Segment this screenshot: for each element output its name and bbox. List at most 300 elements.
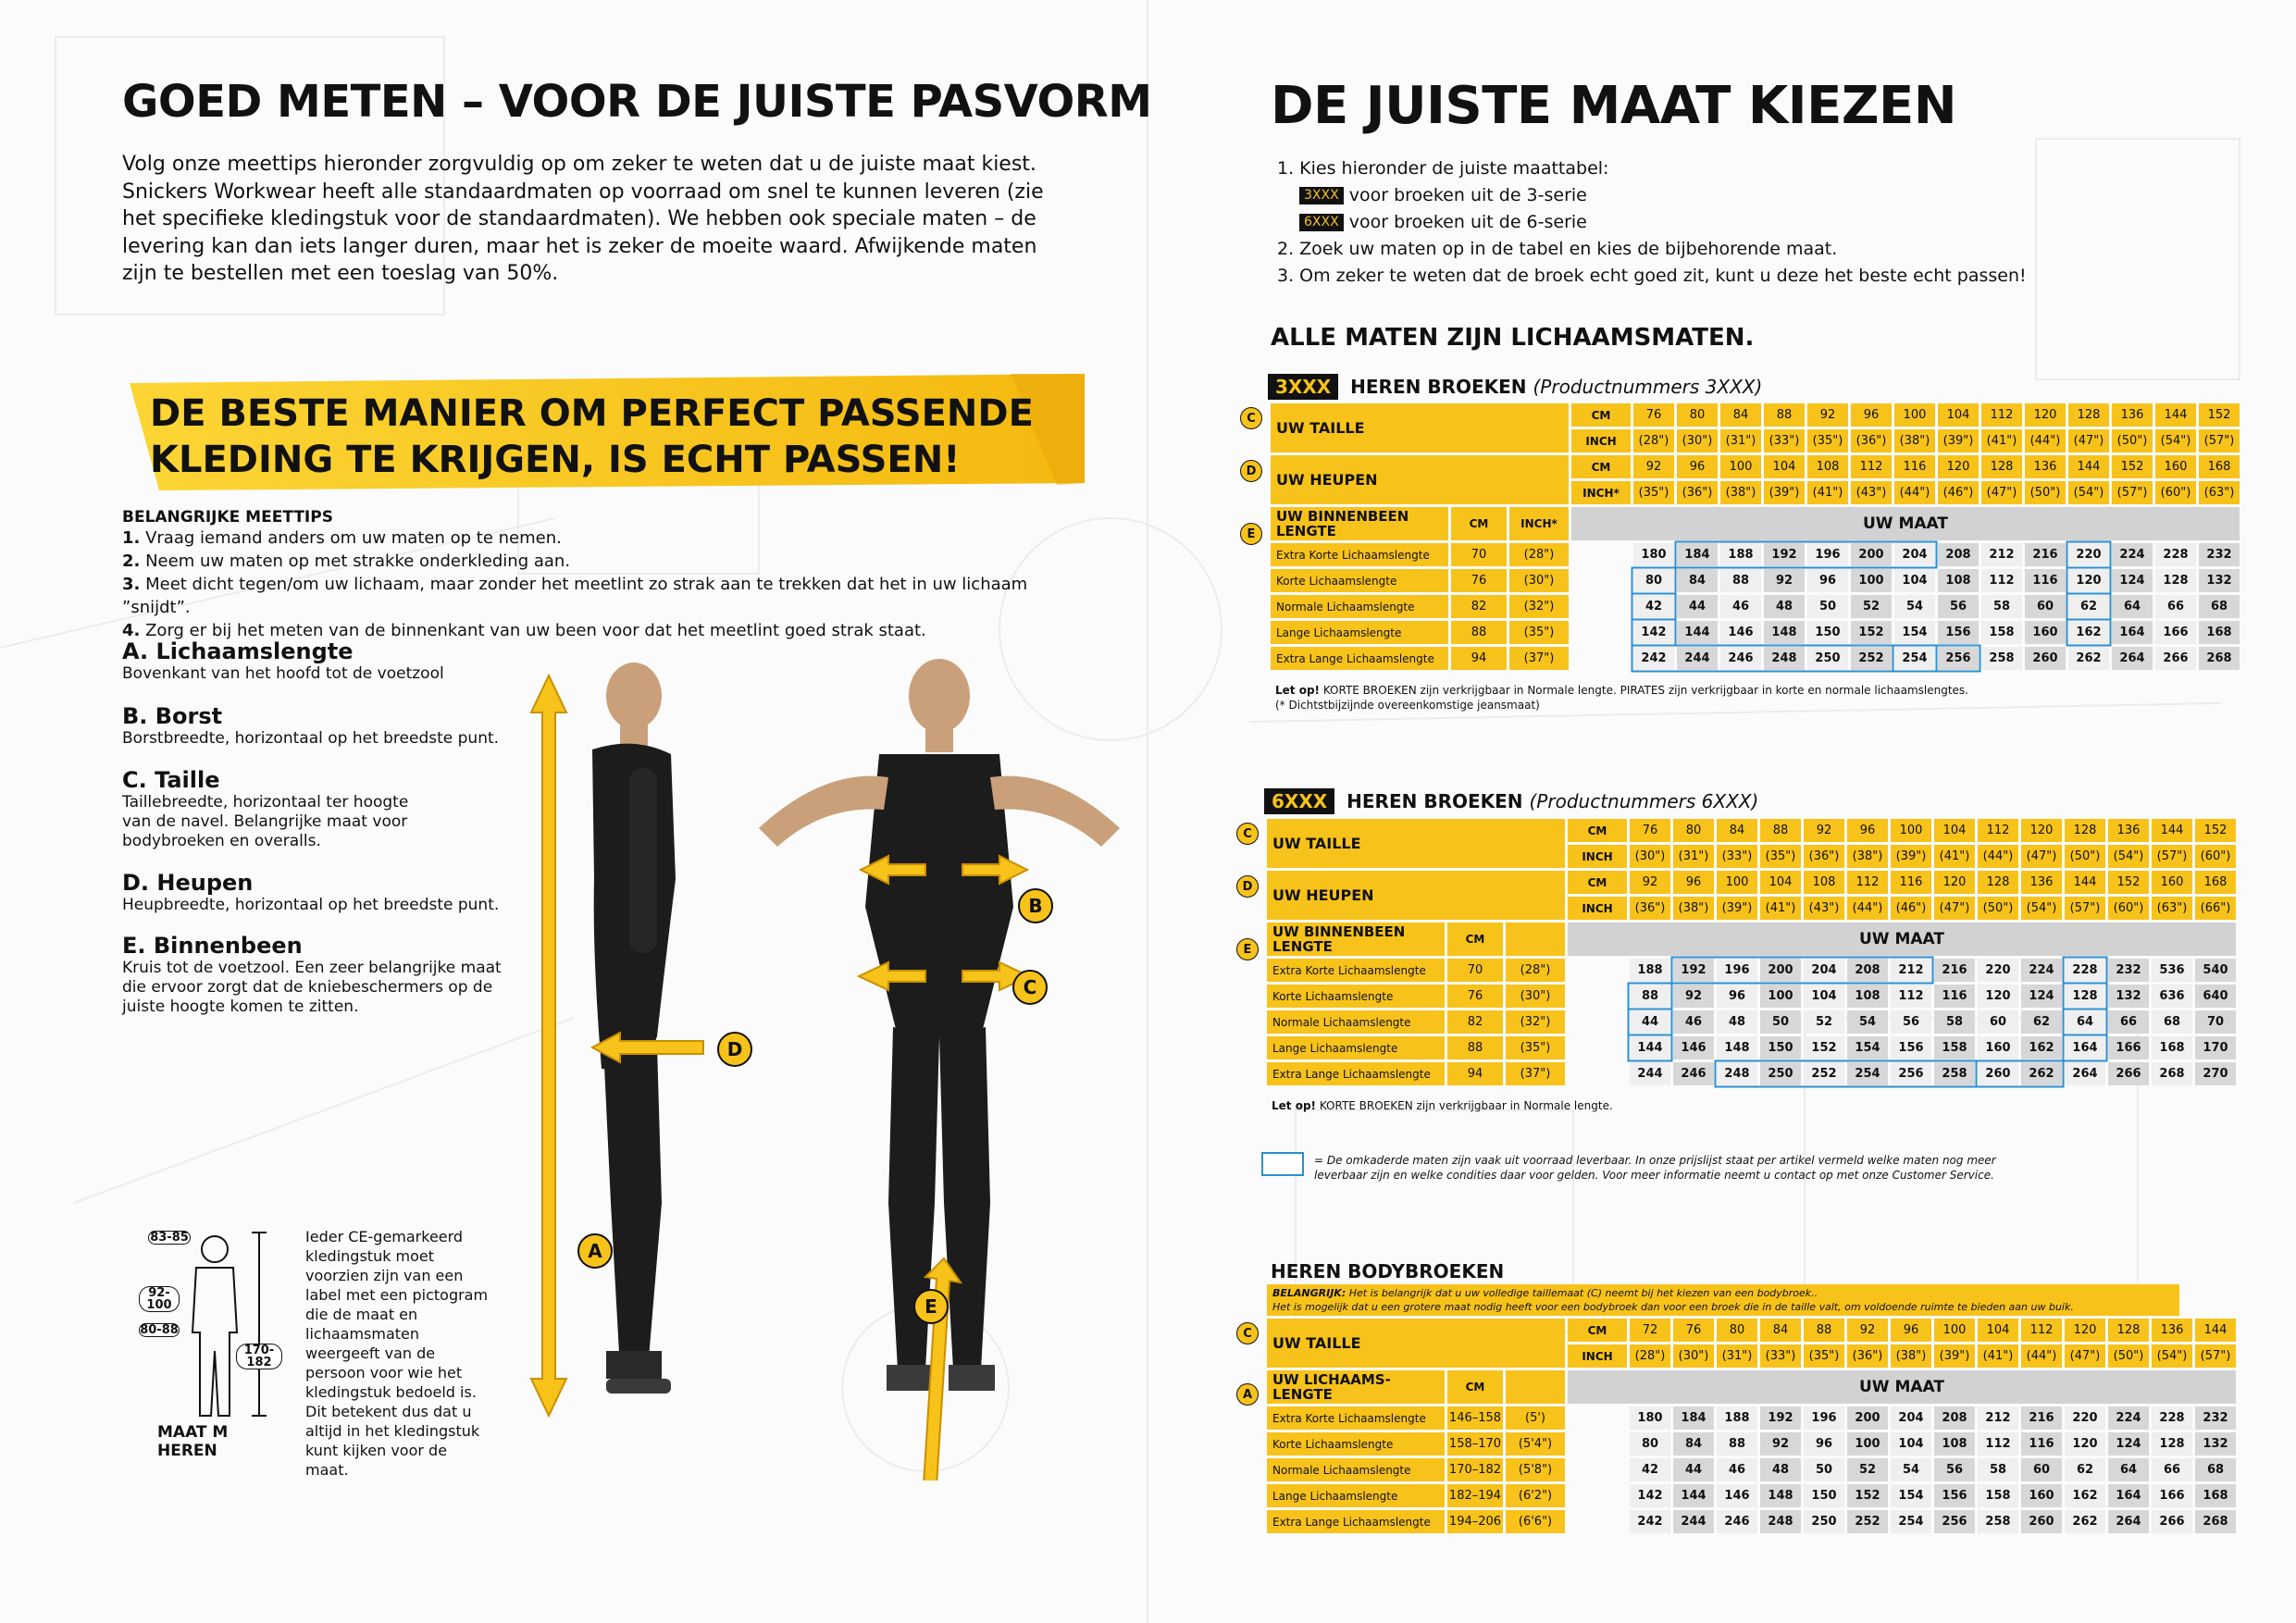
length-label: UW LICHAAMS- LENGTE xyxy=(1267,1370,1445,1404)
size-cell: 188 xyxy=(1720,543,1761,566)
unit-cm: CM xyxy=(1568,1319,1627,1342)
size-cell: 254 xyxy=(1894,647,1935,670)
table-cell: 112 xyxy=(1851,455,1892,478)
table-cell: (46") xyxy=(1938,481,1979,504)
marker-c: C xyxy=(1236,823,1259,845)
size-cell: 242 xyxy=(1630,1510,1670,1533)
size-cell: 248 xyxy=(1764,647,1805,670)
table-cell: 96 xyxy=(1673,871,1714,894)
table-cell: 116 xyxy=(1891,871,1931,894)
size-cell: 66 xyxy=(2152,1458,2192,1481)
unit-inch: INCH xyxy=(1568,845,1627,868)
table-cell: 168 xyxy=(2195,871,2236,894)
marker-a: A xyxy=(577,1233,613,1269)
table-cell: 84 xyxy=(1760,1319,1801,1342)
table-cell: (47") xyxy=(2065,1344,2105,1368)
length-inch: (28") xyxy=(1509,543,1569,566)
uw-maat-header: UW MAAT xyxy=(1571,507,2240,540)
length-cm: 70 xyxy=(1447,959,1503,982)
size-cell: 152 xyxy=(1851,621,1892,644)
table-cell: 120 xyxy=(2021,819,2062,842)
table-cell: 128 xyxy=(2065,819,2105,842)
table-cell: (47") xyxy=(1981,481,2022,504)
size-cell: 248 xyxy=(1717,1062,1757,1085)
table-cell: (57") xyxy=(2152,845,2192,868)
table-cell: 144 xyxy=(2152,819,2192,842)
size-cell: 50 xyxy=(1807,595,1848,618)
size-cell: 164 xyxy=(2112,621,2153,644)
table-cell: (28") xyxy=(1630,1344,1670,1368)
table-cell: 152 xyxy=(2195,819,2236,842)
table-cell: (57") xyxy=(2195,1344,2236,1368)
table-cell: (54") xyxy=(2155,429,2196,452)
size-cell: 148 xyxy=(1764,621,1805,644)
all-sizes-heading: ALLE MATEN ZIJN LICHAAMSMATEN. xyxy=(1271,324,1755,352)
size-cell: 246 xyxy=(1673,1062,1714,1085)
size-cell: 208 xyxy=(1847,959,1888,982)
unit-inch xyxy=(1506,1370,1565,1404)
unit-inch: INCH xyxy=(1571,429,1631,452)
size-cell: 120 xyxy=(1978,985,2018,1008)
size-cell: 184 xyxy=(1677,543,1718,566)
size-cell: 96 xyxy=(1804,1432,1844,1456)
table-6xxx-heading: 6XXX HEREN BROEKEN (Productnummers 6XXX) xyxy=(1264,788,1758,814)
size-cell: 56 xyxy=(1891,1010,1931,1034)
table-row xyxy=(1271,647,2240,670)
table-cell: (39") xyxy=(1891,845,1931,868)
marker-c: C xyxy=(1236,1322,1259,1344)
step-3: 3. Om zeker te weten dat de broek echt goed zit, kunt u deze het beste echt passen! xyxy=(1277,266,2027,286)
length-name: Normale Lichaamslengte xyxy=(1267,1458,1445,1481)
size-cell: 54 xyxy=(1894,595,1935,618)
size-cell: 252 xyxy=(1851,647,1892,670)
size-cell: 250 xyxy=(1807,647,1848,670)
step-1-6xxx: 6XXX voor broeken uit de 6-serie xyxy=(1277,209,2258,236)
tip-item: 4. Zorg er bij het meten van de binnenkant van uw been voor dat het meetlint goed strak staat. xyxy=(122,621,926,640)
table-cell: 100 xyxy=(1894,403,1935,427)
marker-e: E xyxy=(913,1289,949,1324)
unit-inch: INCH* xyxy=(1571,481,1631,504)
size-cell: 246 xyxy=(1720,647,1761,670)
size-cell: 220 xyxy=(2068,543,2109,566)
length-name: Lange Lichaamslengte xyxy=(1267,1036,1445,1059)
size-cell: 268 xyxy=(2195,1510,2236,1533)
size-cell: 68 xyxy=(2152,1010,2192,1034)
table-cell: (54") xyxy=(2108,845,2149,868)
pictogram-label: MAAT M HEREN xyxy=(157,1423,229,1460)
size-cell: 180 xyxy=(1630,1406,1670,1430)
table-cell: 104 xyxy=(1764,455,1805,478)
table-cell: 136 xyxy=(2112,403,2153,427)
table-cell: 88 xyxy=(1764,403,1805,427)
tip-item: 1. Vraag iemand anders om uw maten op te nemen. xyxy=(122,528,562,548)
size-cell: 46 xyxy=(1720,595,1761,618)
length-cm: 88 xyxy=(1447,1036,1503,1059)
size-cell: 184 xyxy=(1673,1406,1714,1430)
table-cell: (30") xyxy=(1677,429,1718,452)
size-cell: 262 xyxy=(2021,1062,2062,1085)
size-cell: 84 xyxy=(1673,1432,1714,1456)
length-name: Extra Korte Lichaamslengte xyxy=(1271,543,1448,566)
size-cell: 256 xyxy=(1938,647,1979,670)
size-cell: 88 xyxy=(1630,985,1670,1008)
table-cell: (44") xyxy=(2025,429,2066,452)
unit-inch: INCH xyxy=(1568,897,1627,920)
table-cell: (54") xyxy=(2021,897,2062,920)
waist-label: UW TAILLE xyxy=(1271,403,1569,452)
size-cell: 158 xyxy=(1978,1484,2018,1507)
table-row xyxy=(1267,1010,2236,1034)
table-cell: (63") xyxy=(2199,481,2240,504)
size-cell: 44 xyxy=(1630,1010,1670,1034)
size-cell: 80 xyxy=(1630,1432,1670,1456)
table-cell: 104 xyxy=(1978,1319,2018,1342)
size-cell: 258 xyxy=(1981,647,2022,670)
table-cell: 144 xyxy=(2065,871,2105,894)
size-cell: 46 xyxy=(1673,1010,1714,1034)
size-cell: 262 xyxy=(2068,647,2109,670)
length-cm: 76 xyxy=(1451,569,1507,592)
size-cell: 224 xyxy=(2108,1406,2149,1430)
length-cm: 76 xyxy=(1447,985,1503,1008)
table-cell: 136 xyxy=(2021,871,2062,894)
table-cell: (43") xyxy=(1804,897,1844,920)
unit-cm: CM xyxy=(1571,403,1631,427)
table-cell: 120 xyxy=(2025,403,2066,427)
table-cell: (36") xyxy=(1804,845,1844,868)
table-cell: (44") xyxy=(2021,1344,2062,1368)
length-name: Normale Lichaamslengte xyxy=(1267,1010,1445,1034)
table-cell: 104 xyxy=(1934,819,1975,842)
table-cell: 80 xyxy=(1677,403,1718,427)
size-cell: 108 xyxy=(1938,569,1979,592)
length-cm: 70 xyxy=(1451,543,1507,566)
table-cell: 160 xyxy=(2155,455,2196,478)
table-cell: (30") xyxy=(1673,1344,1714,1368)
size-cell: 54 xyxy=(1847,1010,1888,1034)
size-cell: 124 xyxy=(2108,1432,2149,1456)
size-cell: 116 xyxy=(2025,569,2066,592)
size-cell: 228 xyxy=(2065,959,2105,982)
table-cell: (60") xyxy=(2155,481,2196,504)
right-page-title: DE JUISTE MAAT KIEZEN xyxy=(1271,76,1957,136)
spacer xyxy=(1568,1062,1627,1085)
size-cell: 264 xyxy=(2112,647,2153,670)
marker-b: B xyxy=(1018,888,1053,923)
table-cell: (44") xyxy=(1978,845,2018,868)
table-cell: (33") xyxy=(1760,1344,1801,1368)
size-cell: 50 xyxy=(1804,1458,1844,1481)
table-cell: (35") xyxy=(1633,481,1674,504)
size-cell: 640 xyxy=(2195,985,2236,1008)
table-cell: (50") xyxy=(2065,845,2105,868)
size-cell: 254 xyxy=(1891,1510,1931,1533)
size-cell: 212 xyxy=(1981,543,2022,566)
side-figure xyxy=(592,663,676,1394)
table-row xyxy=(1271,455,2240,478)
size-cell: 104 xyxy=(1894,569,1935,592)
length-inch: (32") xyxy=(1509,595,1569,618)
table-cell: 84 xyxy=(1717,819,1757,842)
marker-d: D xyxy=(1236,875,1259,898)
size-cell: 120 xyxy=(2068,569,2109,592)
table-cell: (47") xyxy=(2068,429,2109,452)
length-cm: 170–182 xyxy=(1447,1458,1503,1481)
spacer xyxy=(1568,959,1627,982)
spacer xyxy=(1568,1510,1627,1533)
table-cell: (57") xyxy=(2112,481,2153,504)
table-cell: (38") xyxy=(1891,1344,1931,1368)
size-cell: 250 xyxy=(1804,1510,1844,1533)
size-cell: 244 xyxy=(1673,1510,1714,1533)
marker-c: C xyxy=(1012,970,1048,1005)
table-cell: (41") xyxy=(1978,1344,2018,1368)
table-cell: 144 xyxy=(2155,403,2196,427)
size-cell: 46 xyxy=(1717,1458,1757,1481)
table-row xyxy=(1271,403,2240,427)
size-cell: 258 xyxy=(1934,1062,1975,1085)
spacer xyxy=(1568,1432,1627,1456)
size-cell: 128 xyxy=(2155,569,2196,592)
table-row xyxy=(1267,1510,2236,1533)
size-cell: 64 xyxy=(2108,1458,2149,1481)
size-cell: 168 xyxy=(2152,1036,2192,1059)
table-cell: (57") xyxy=(2199,429,2240,452)
size-cell: 636 xyxy=(2152,985,2192,1008)
size-cell: 68 xyxy=(2195,1458,2236,1481)
table-cell: 96 xyxy=(1891,1319,1931,1342)
table-cell: 168 xyxy=(2199,455,2240,478)
table-cell: (31") xyxy=(1720,429,1761,452)
table-row xyxy=(1271,543,2240,566)
measurement-b: B. Borst Borstbreedte, horizontaal op het breedste punt. xyxy=(122,703,500,748)
hips-label: UW HEUPEN xyxy=(1267,871,1565,920)
size-cell: 150 xyxy=(1804,1484,1844,1507)
table-cell: (46") xyxy=(1891,897,1931,920)
size-cell: 256 xyxy=(1891,1062,1931,1085)
table-cell: 76 xyxy=(1633,403,1674,427)
pictogram-head: 83-85 xyxy=(148,1231,191,1245)
size-cell: 196 xyxy=(1807,543,1848,566)
size-cell: 62 xyxy=(2068,595,2109,618)
size-cell: 224 xyxy=(2021,959,2062,982)
size-cell: 58 xyxy=(1934,1010,1975,1034)
size-cell: 212 xyxy=(1891,959,1931,982)
unit-inch: INCH xyxy=(1568,1344,1627,1368)
table-cell: 112 xyxy=(2021,1319,2062,1342)
length-cm: 82 xyxy=(1447,1010,1503,1034)
size-cell: 244 xyxy=(1677,647,1718,670)
size-cell: 52 xyxy=(1847,1458,1888,1481)
size-cell: 44 xyxy=(1677,595,1718,618)
size-cell: 252 xyxy=(1804,1062,1844,1085)
length-cm: 146–158 xyxy=(1447,1406,1503,1430)
length-inch: (37") xyxy=(1509,647,1569,670)
table-cell: 160 xyxy=(2152,871,2192,894)
size-cell: 228 xyxy=(2152,1406,2192,1430)
table-cell: (38") xyxy=(1894,429,1935,452)
table-cell: (41") xyxy=(1760,897,1801,920)
table-row xyxy=(1267,1406,2236,1430)
size-cell: 48 xyxy=(1760,1458,1801,1481)
table-cell: (35") xyxy=(1760,845,1801,868)
size-cell: 146 xyxy=(1720,621,1761,644)
size-cell: 262 xyxy=(2065,1510,2105,1533)
unit-cm: CM xyxy=(1447,1370,1503,1404)
size-cell: 116 xyxy=(1934,985,1975,1008)
size-cell: 216 xyxy=(2025,543,2066,566)
table-cell: 88 xyxy=(1760,819,1801,842)
table-cell: 92 xyxy=(1804,819,1844,842)
length-cm: 94 xyxy=(1451,647,1507,670)
size-cell: 148 xyxy=(1717,1036,1757,1059)
table-cell: 72 xyxy=(1630,1319,1670,1342)
size-cell: 56 xyxy=(1934,1458,1975,1481)
size-cell: 68 xyxy=(2199,595,2240,618)
step-1-3xxx: 3XXX voor broeken uit de 3-serie xyxy=(1277,182,2258,209)
unit-cm: CM xyxy=(1451,507,1507,540)
size-cell: 58 xyxy=(1981,595,2022,618)
size-cell: 160 xyxy=(2025,621,2066,644)
table-row xyxy=(1267,871,2236,894)
table-cell: (31") xyxy=(1673,845,1714,868)
size-cell: 52 xyxy=(1851,595,1892,618)
size-cell: 48 xyxy=(1764,595,1805,618)
table-cell: (39") xyxy=(1717,897,1757,920)
size-cell: 200 xyxy=(1760,959,1801,982)
size-cell: 62 xyxy=(2021,1010,2062,1034)
size-cell: 168 xyxy=(2199,621,2240,644)
table-cell: 128 xyxy=(1978,871,2018,894)
size-cell: 144 xyxy=(1673,1484,1714,1507)
size-cell: 250 xyxy=(1760,1062,1801,1085)
size-cell: 244 xyxy=(1630,1062,1670,1085)
spacer xyxy=(1568,985,1627,1008)
size-cell: 128 xyxy=(2065,985,2105,1008)
table-cell: 88 xyxy=(1804,1319,1844,1342)
size-cell: 232 xyxy=(2199,543,2240,566)
length-cm: 88 xyxy=(1451,621,1507,644)
tips-heading: BELANGRIJKE MEETTIPS xyxy=(122,508,333,527)
size-cell: 266 xyxy=(2152,1510,2192,1533)
table-cell: 80 xyxy=(1673,819,1714,842)
size-table-bodybroeken xyxy=(1264,1316,2239,1536)
size-cell: 204 xyxy=(1804,959,1844,982)
size-cell: 268 xyxy=(2199,647,2240,670)
length-inch: (37") xyxy=(1506,1062,1565,1085)
table-cell: 144 xyxy=(2068,455,2109,478)
size-cell: 52 xyxy=(1804,1010,1844,1034)
table-cell: (39") xyxy=(1938,429,1979,452)
length-name: Lange Lichaamslengte xyxy=(1271,621,1448,644)
table-cell: 120 xyxy=(1934,871,1975,894)
table-cell: (66") xyxy=(2195,897,2236,920)
spacer xyxy=(1571,647,1631,670)
size-cell: 188 xyxy=(1717,1406,1757,1430)
size-cell: 204 xyxy=(1894,543,1935,566)
table-cell: 128 xyxy=(2068,403,2109,427)
size-cell: 156 xyxy=(1938,621,1979,644)
size-cell: 116 xyxy=(2021,1432,2062,1456)
steps-list xyxy=(1277,155,2258,290)
size-cell: 42 xyxy=(1633,595,1674,618)
size-cell: 142 xyxy=(1633,621,1674,644)
table-cell: (50") xyxy=(1978,897,2018,920)
table-cell: (50") xyxy=(2108,1344,2149,1368)
size-cell: 112 xyxy=(1978,1432,2018,1456)
length-name: Korte Lichaamslengte xyxy=(1267,1432,1445,1456)
table-cell: (44") xyxy=(1847,897,1888,920)
size-cell: 220 xyxy=(1978,959,2018,982)
table-cell: 92 xyxy=(1807,403,1848,427)
size-cell: 96 xyxy=(1807,569,1848,592)
length-inch: (28") xyxy=(1506,959,1565,982)
banner xyxy=(122,374,1085,492)
table-cell: 152 xyxy=(2199,403,2240,427)
size-cell: 60 xyxy=(2025,595,2066,618)
table-cell: 128 xyxy=(1981,455,2022,478)
size-cell: 160 xyxy=(1978,1036,2018,1059)
length-name: Normale Lichaamslengte xyxy=(1271,595,1448,618)
waist-label: UW TAILLE xyxy=(1267,819,1565,868)
length-label: UW BINNENBEEN LENGTE xyxy=(1267,923,1445,956)
length-inch: (30") xyxy=(1506,985,1565,1008)
table-cell: (44") xyxy=(1894,481,1935,504)
size-cell: 92 xyxy=(1673,985,1714,1008)
table-row xyxy=(1267,1062,2236,1085)
intro-paragraph: Volg onze meettips hieronder zorgvuldig op om zeker te weten dat u de juiste maat kiest. Snickers Workwear heeft alle standaardmaten op voorraad om snel te kunnen leveren (zie het specifieke kledingstuk voor de standaardmaten). We hebben ook speciale maten – de levering kan dan iets langer duren, maar het is zeker de moeite waard. Afwijkende maten zijn te bestellen met een toeslag van 50%. xyxy=(122,153,1044,285)
size-table-3xxx xyxy=(1268,401,2242,673)
ce-label-text: Ieder CE-gemarkeerd kledingstuk moet voorzien zijn van een label met een pictogram die de maat en lichaamsmaten weergeeft van de persoon voor wie het kledingstuk bedoeld is. Dit betekent dus dat u altijd in het kledingstuk kunt kijken voor de maat. xyxy=(305,1228,489,1479)
table-cell: (47") xyxy=(1934,897,1975,920)
table-cell: 108 xyxy=(1804,871,1844,894)
size-cell: 266 xyxy=(2155,647,2196,670)
size-cell: 156 xyxy=(1934,1484,1975,1507)
size-cell: 188 xyxy=(1630,959,1670,982)
length-name: Extra Lange Lichaamslengte xyxy=(1271,647,1448,670)
length-name: Korte Lichaamslengte xyxy=(1271,569,1448,592)
size-cell: 162 xyxy=(2068,621,2109,644)
table-cell: (54") xyxy=(2068,481,2109,504)
measurement-figures xyxy=(518,648,1166,1481)
size-cell: 252 xyxy=(1847,1510,1888,1533)
size-cell: 92 xyxy=(1760,1432,1801,1456)
length-inch: (6'2") xyxy=(1506,1484,1565,1507)
table-cell: 120 xyxy=(2065,1319,2105,1342)
banner-line-1: DE BESTE MANIER OM PERFECT PASSENDE xyxy=(150,392,1034,435)
size-cell: 42 xyxy=(1630,1458,1670,1481)
table-cell: (36") xyxy=(1847,1344,1888,1368)
size-cell: 66 xyxy=(2108,1010,2149,1034)
size-cell: 266 xyxy=(2108,1062,2149,1085)
table-cell: 104 xyxy=(1938,403,1979,427)
size-cell: 208 xyxy=(1934,1406,1975,1430)
table-cell: 96 xyxy=(1851,403,1892,427)
size-cell: 232 xyxy=(2108,959,2149,982)
table-cell: 112 xyxy=(1981,403,2022,427)
table-row xyxy=(1271,569,2240,592)
tip-item: 3. Meet dicht tegen/om uw lichaam, maar zonder het meetlint zo strak aan te trekken dat het in uw lichaam ”snijdt”. xyxy=(122,575,1028,617)
table-cell: 100 xyxy=(1717,871,1757,894)
size-cell: 232 xyxy=(2195,1406,2236,1430)
table-row xyxy=(1267,1370,2236,1404)
unit-cm: CM xyxy=(1568,871,1627,894)
table-cell: (39") xyxy=(1934,1344,1975,1368)
table-cell: (38") xyxy=(1720,481,1761,504)
table-cell: (33") xyxy=(1764,429,1805,452)
table-3xxx-heading: 3XXX HEREN BROEKEN (Productnummers 3XXX) xyxy=(1268,374,1762,400)
table-cell: (33") xyxy=(1717,845,1757,868)
